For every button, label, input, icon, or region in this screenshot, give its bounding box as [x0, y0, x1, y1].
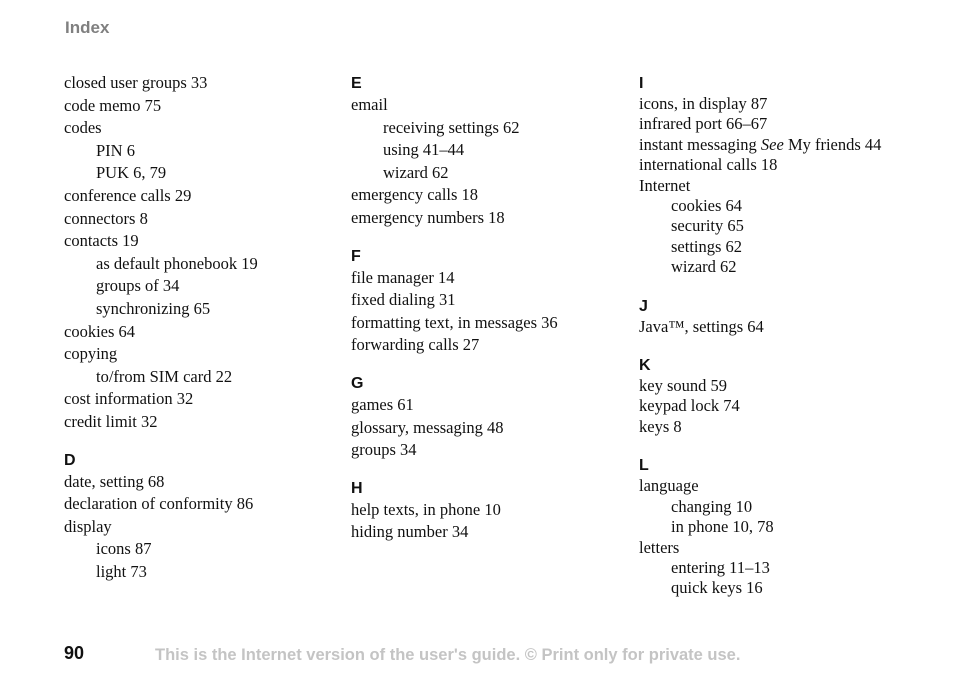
index-entry: forwarding calls 27	[351, 335, 480, 355]
section-letter-d: D	[64, 451, 76, 469]
page-header-title: Index	[65, 18, 110, 37]
index-entry: codes	[64, 118, 102, 138]
index-entry: cost information 32	[64, 389, 194, 409]
section-letter-j: J	[639, 297, 648, 315]
index-subentry: changing 10	[671, 496, 753, 516]
index-subentry: synchronizing 65	[96, 298, 211, 318]
index-entry: letters	[639, 537, 680, 557]
index-entry: keys 8	[639, 416, 682, 436]
index-subentry: using 41–44	[383, 140, 465, 160]
index-entry: international calls 18	[639, 155, 778, 175]
index-entry: groups 34	[351, 440, 417, 460]
index-subentry: wizard 62	[671, 257, 737, 277]
index-subentry: settings 62	[671, 236, 743, 256]
index-entry: Java™, settings 64	[639, 316, 764, 336]
index-column-2	[351, 72, 621, 544]
index-subentry: in phone 10, 78	[671, 517, 774, 537]
index-entry: display	[64, 516, 112, 536]
index-subentry: security 65	[671, 216, 744, 236]
index-entry-instant-messaging	[639, 135, 939, 155]
index-entry: copying	[64, 344, 118, 364]
index-entry: Internet	[639, 175, 691, 195]
index-entry: emergency numbers 18	[351, 207, 505, 227]
index-entry: closed user groups 33	[64, 73, 208, 92]
section-letter-i: I	[639, 75, 644, 92]
index-subentry: icons 87	[96, 539, 152, 559]
section-letter-l: L	[639, 457, 649, 475]
index-entry: fixed dialing 31	[351, 290, 456, 310]
see-reference: See	[760, 134, 784, 154]
index-entry: email	[351, 95, 388, 114]
index-entry: emergency calls 18	[351, 185, 479, 205]
section-letter-e: E	[351, 75, 362, 92]
index-subentry: PUK 6, 79	[96, 163, 167, 183]
index-subentry: PIN 6	[96, 140, 135, 160]
index-entry: hiding number 34	[351, 522, 469, 542]
index-subentry: groups of 34	[96, 276, 180, 296]
index-subentry: receiving settings 62	[383, 117, 520, 137]
index-entry: glossary, messaging 48	[351, 417, 504, 437]
index-entry: credit limit 32	[64, 411, 158, 431]
entry-text: instant messaging	[639, 134, 761, 154]
index-entry: date, setting 68	[64, 471, 165, 491]
index-subentry: entering 11–13	[671, 557, 770, 577]
index-entry: conference calls 29	[64, 185, 192, 205]
index-column-3	[639, 72, 939, 599]
index-entry: file manager 14	[351, 267, 455, 287]
index-entry: language	[639, 476, 699, 496]
index-subentry: cookies 64	[671, 196, 743, 216]
index-entry: help texts, in phone 10	[351, 499, 501, 519]
page-number: 90	[64, 643, 85, 663]
section-letter-g: G	[351, 374, 364, 392]
section-letter-k: K	[639, 357, 651, 375]
index-entry: formatting text, in messages 36	[351, 312, 558, 332]
section-letter-f: F	[351, 247, 361, 265]
index-entry: infrared port 66–67	[639, 114, 768, 134]
index-entry: code memo 75	[64, 95, 162, 115]
index-subentry: light 73	[96, 561, 147, 581]
section-letter-h: H	[351, 479, 363, 497]
index-entry: key sound 59	[639, 376, 727, 396]
index-entry: keypad lock 74	[639, 396, 740, 416]
index-entry: cookies 64	[64, 321, 136, 341]
index-entry: declaration of conformity 86	[64, 494, 254, 514]
index-subentry: as default phonebook 19	[96, 253, 258, 273]
index-entry: contacts 19	[64, 231, 139, 251]
index-subentry: quick keys 16	[671, 578, 763, 598]
index-subentry: wizard 62	[383, 162, 449, 182]
index-subentry: to/from SIM card 22	[96, 366, 233, 386]
entry-text: My friends 44	[783, 134, 882, 154]
index-entry: games 61	[351, 394, 414, 414]
footer-notice: This is the Internet version of the user's guide. © Print only for private use.	[155, 646, 741, 664]
index-entry: icons, in display 87	[639, 94, 768, 113]
index-column-1	[64, 72, 334, 583]
index-entry: connectors 8	[64, 208, 148, 228]
